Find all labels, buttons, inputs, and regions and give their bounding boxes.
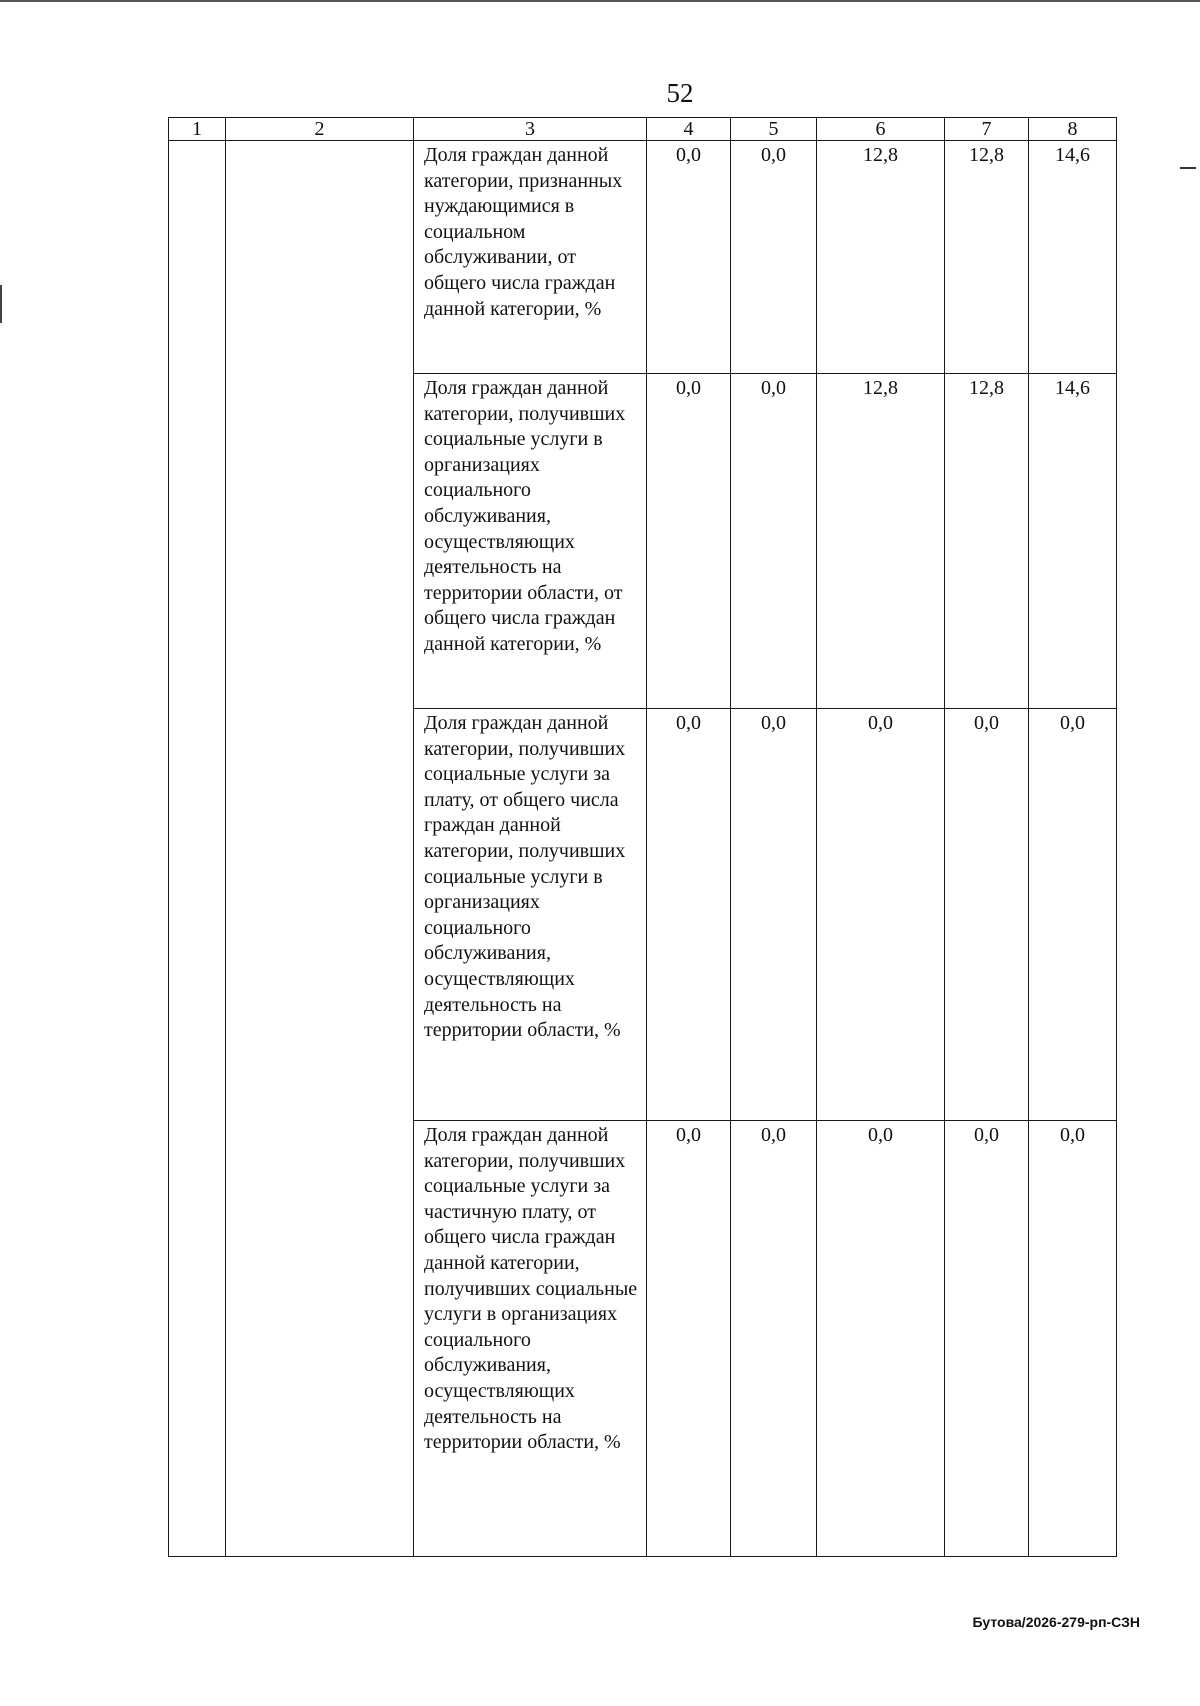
table-row (169, 141, 1117, 374)
value-col6: 12,8 (817, 141, 945, 374)
value-col6: 0,0 (817, 1121, 945, 1557)
column-header-7: 7 (945, 118, 1029, 141)
indicator-description: Доля граждан данной категории, признанных нуждающимися в социальном обслуживании, от общего числа граждан данной категории, % (414, 141, 647, 374)
cell-col1 (169, 141, 226, 374)
value-col4: 0,0 (647, 1121, 731, 1557)
cell-col1 (169, 374, 226, 709)
value-col5: 0,0 (731, 374, 817, 709)
cell-col1 (169, 1121, 226, 1557)
cell-col2 (226, 374, 414, 709)
cell-col2 (226, 1121, 414, 1557)
value-col6: 12,8 (817, 374, 945, 709)
cell-col2 (226, 709, 414, 1121)
value-col7: 0,0 (945, 709, 1029, 1121)
value-col8: 0,0 (1029, 709, 1117, 1121)
value-col5: 0,0 (731, 1121, 817, 1557)
table-header-row (169, 118, 1117, 141)
value-col5: 0,0 (731, 141, 817, 374)
document-registration-code: Бутова/2026-279-рп-СЗН (972, 1614, 1140, 1630)
column-header-1: 1 (169, 118, 226, 141)
column-header-3: 3 (414, 118, 647, 141)
value-col7: 12,8 (945, 141, 1029, 374)
page-number: 52 (666, 78, 694, 108)
column-header-2: 2 (226, 118, 414, 141)
top-scan-rule (0, 0, 1200, 2)
cell-col1 (169, 709, 226, 1121)
column-header-6: 6 (817, 118, 945, 141)
value-col4: 0,0 (647, 374, 731, 709)
value-col4: 0,0 (647, 141, 731, 374)
column-header-8: 8 (1029, 118, 1117, 141)
indicator-description: Доля граждан данной категории, получивших социальные услуги в организациях социального обслуживания, осуществляющих деятельность на территории области, от общего числа граждан данной категории, % (414, 374, 647, 709)
value-col7: 12,8 (945, 374, 1029, 709)
indicator-description: Доля граждан данной категории, получивших социальные услуги за плату, от общего числа граждан данной категории, получивших социальные услуги в организациях социального обслуживания, осуществляющих деятельность на территории области, % (414, 709, 647, 1121)
value-col8: 0,0 (1029, 1121, 1117, 1557)
indicator-table (168, 117, 1117, 1557)
margin-mark (0, 285, 2, 323)
value-col8: 14,6 (1029, 141, 1117, 374)
value-col4: 0,0 (647, 709, 731, 1121)
table-row (169, 1121, 1117, 1557)
table-row (169, 374, 1117, 709)
column-header-5: 5 (731, 118, 817, 141)
table-row (169, 709, 1117, 1121)
value-col6: 0,0 (817, 709, 945, 1121)
indicator-description: Доля граждан данной категории, получивших социальные услуги за частичную плату, от общего числа граждан данной категории, получивших социальные услуги в организациях социального обслуживания, осуществляющих деятельность на территории области, % (414, 1121, 647, 1557)
cell-col2 (226, 141, 414, 374)
value-col5: 0,0 (731, 709, 817, 1121)
value-col8: 14,6 (1029, 374, 1117, 709)
margin-dash (1180, 167, 1196, 169)
value-col7: 0,0 (945, 1121, 1029, 1557)
column-header-4: 4 (647, 118, 731, 141)
